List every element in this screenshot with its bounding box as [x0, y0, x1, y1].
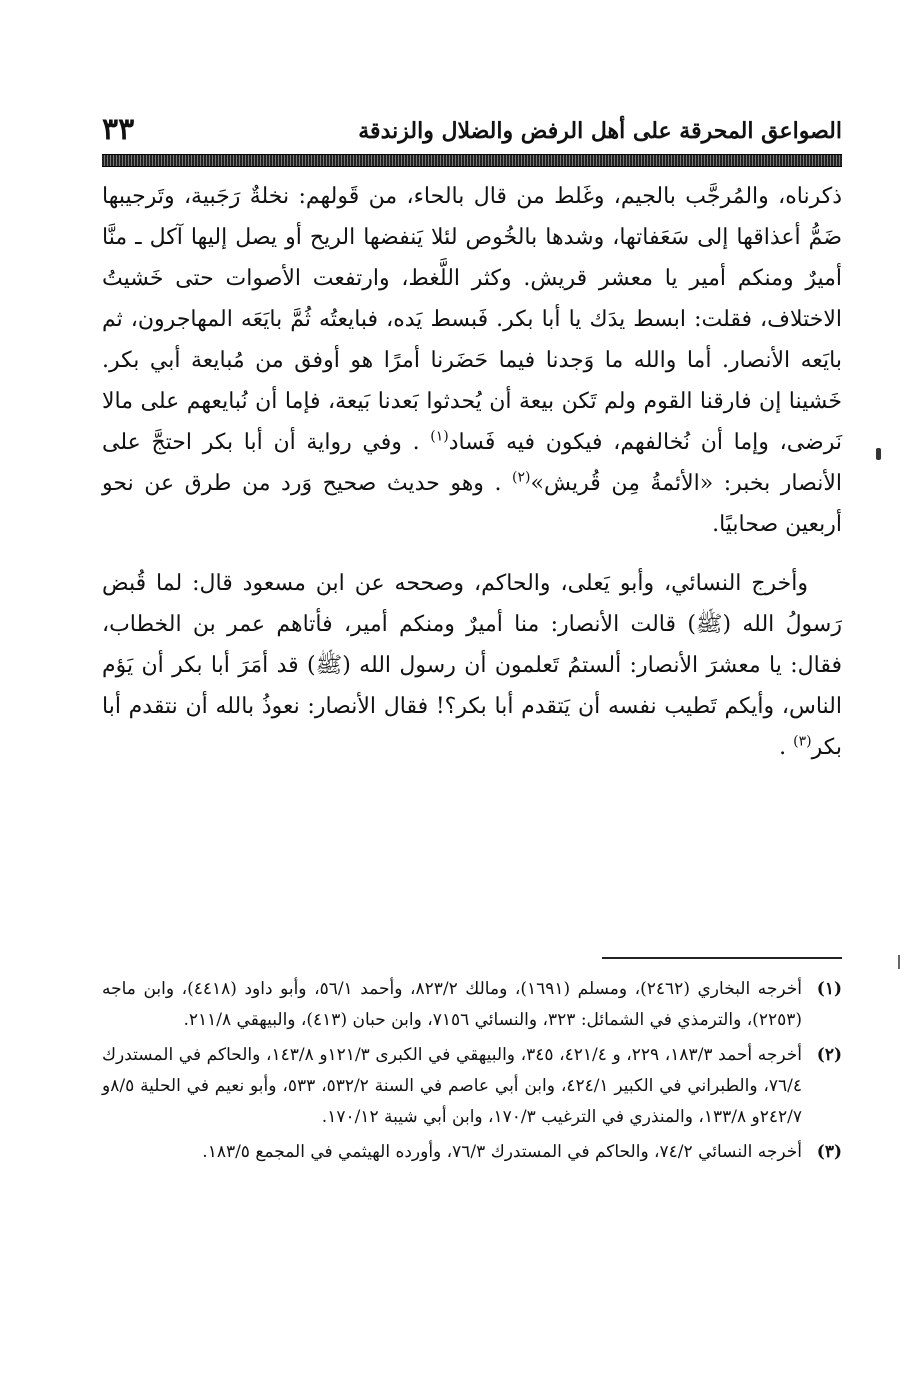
footnote-ref: (٢) — [512, 469, 531, 486]
margin-mark — [876, 448, 881, 460]
footnotes — [102, 974, 842, 1172]
footnote-separator — [602, 957, 842, 959]
paragraph-text: . وهو حديث صحيح وَرد من طرق عن نحو أربعين صحابيًا. — [102, 471, 842, 537]
main-text — [102, 176, 842, 768]
footnote-number: (٣) — [816, 1142, 842, 1162]
paragraph-text: وأخرج النسائي، وأبو يَعلى، والحاكم، وصححه عن ابن مسعود قال: لما قُبض رَسولُ الله (ﷺ) قالت الأنصار: منا أميرٌ ومنكم أمير، فأتاهم عمر بن الخطاب، فقال: يا معشرَ الأنصار: ألستمُ تَعلمون أن رسول الله (ﷺ) قد أمَرَ أبا بكر أن يَؤم الناس، وأيكم تَطيب نفسه أن يَتقدم أبا بكر؟! فقال الأنصار: نعوذُ بالله أن نتقدم أبا بكر — [102, 571, 842, 760]
footnote — [102, 1040, 842, 1133]
footnote-number: (٢) — [816, 1045, 842, 1065]
footnote-number: (١) — [816, 979, 842, 999]
header-rule — [102, 154, 842, 167]
margin-mark — [898, 955, 900, 969]
paragraph-text: ذكرناه، والمُرجَّب بالجيم، وغَلط من قال بالحاء، من قَولهم: نخلةٌ رَجَبية، وتَرجيبها ضَمُّ أعذاقها إلى سَعَفاتها، وشدها بالخُوص لئلا يَنفضها الريح أو يصل إليها آكل ـ منَّا أميرٌ ومنكم أمير يا معشر قريش. وكثر اللَّغط، وارتفعت الأصوات حتى خَشيتُ الاختلاف، فقلت: ابسط يدَك يا أبا بكر. فَبسط يَده، فبايعتُه ثُمَّ بايَعَه المهاجرون، ثم بايَعه الأنصار. أما والله ما وَجدنا فيما حَضَرنا أمرًا هو أوفق من مُبايعة أبي بكر. خَشينا إن فارقنا القوم ولم تَكن بيعة أن يُحدثوا بَعدنا بَيعة، فإما أن نُبايعهم على مالا نَرضى، وإما أن نُخالفهم، فيكون فيه فَساد — [102, 184, 842, 455]
footnote-ref: (١) — [430, 428, 449, 445]
paragraph — [102, 563, 842, 768]
paragraph-text: . وفي رواية أن أبا بكر احتجَّ على الأنصار بخبر: «الأئمةُ مِن قُريش» — [102, 430, 842, 496]
footnote-text: أخرجه أحمد ١٨٣/٣، ٢٢٩، و ٤٢١/٤، ٣٤٥، والبيهقي في الكبرى ١٢١/٣و ١٤٣/٨، والحاكم في المستدرك ٧٦/٤، والطبراني في الكبير ٤٢٤/١، وابن أبي عاصم في السنة ٥٣٢/٢، ٥٣٣، وأبو نعيم في الحلية ٨/٥و ٢٤٢/٧و ١٣٣/٨، والمنذري في الترغيب ١٧٠/٣، وابن أبي شيبة ١٧٠/١٢. — [102, 1045, 802, 1127]
footnote — [102, 1137, 842, 1168]
paragraph — [102, 176, 842, 545]
paragraph-text: . — [779, 735, 794, 760]
page-header — [102, 112, 842, 152]
page-number: ٣٣ — [102, 112, 135, 147]
footnote — [102, 974, 842, 1036]
footnote-text: أخرجه النسائي ٧٤/٢، والحاكم في المستدرك ٧٦/٣، وأورده الهيثمي في المجمع ١٨٣/٥. — [202, 1142, 802, 1162]
footnote-text: أخرجه البخاري (٢٤٦٢)، ومسلم (١٦٩١)، ومالك ٨٢٣/٢، وأحمد ٥٦/١، وأبو داود (٤٤١٨)، وابن ماجه (٢٢٥٣)، والترمذي في الشمائل: ٣٢٣، والنسائي ٧١٥٦، وابن حبان (٤١٣)، والبيهقي ٢١١/٨. — [102, 979, 802, 1030]
running-title: الصواعق المحرقة على أهل الرفض والضلال والزندقة — [358, 118, 842, 144]
footnote-ref: (٣) — [793, 733, 812, 750]
